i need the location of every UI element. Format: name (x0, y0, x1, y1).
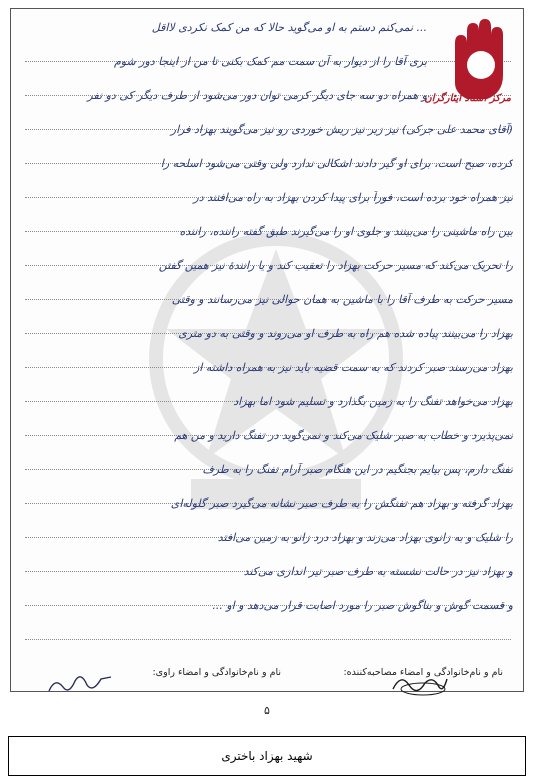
handwritten-line: بهزاد را می‌بینند پیاده شده هم راه به طرف او می‌روند و وقتی به دو متری (178, 327, 513, 340)
handwritten-line: بری آقا را از دیوار به آن سمت مم کمک بکنی تا من از اینجا دور شوم (113, 55, 427, 68)
caption-text: شهید بهزاد باختری (221, 749, 313, 763)
handwritten-line: نیز همراه خود برده است، فوراً برای پیدا کردن بهزاد به راه می‌افتند در (193, 191, 513, 204)
page-number: ۵ (264, 704, 270, 717)
handwritten-line: و همراه دو سه جای دیگر کرمی توان دور می‌شود از طرف دیگر کی دو نفر (87, 89, 427, 102)
handwritten-line: را شلیک و به زانوی بهزاد می‌زند و بهزاد درد زانو به زمین می‌افتد (217, 531, 513, 544)
logo-caption: مرکز اسناد ایثارگران (424, 93, 511, 104)
handwritten-line: بهزاد می‌رسند صبر کردند که به سمت قضیه باید نیز به همراه داشته از (193, 361, 513, 374)
handwritten-line: بهزاد گرفته و بهزاد هم تفنگش را به طرف صبر نشانه می‌گیرد صبر گلوله‌ای (170, 497, 513, 510)
handwritten-line: را تحریک می‌کند که مسیر حرکت بهزاد را تعقیب کند و یا رانندهٔ نیز همین گفتن (158, 259, 513, 272)
handwritten-line: و بهزاد نیز در حالت نشسته به طرف صبر تیر اندازی می‌کند (243, 565, 513, 578)
narrator-signature (45, 669, 115, 697)
handwritten-line: تفنگ دارم، پس بیایم بجنگیم در این هنگام صبر آرام تفنگ را به طرف (202, 463, 513, 476)
signature-row (25, 657, 509, 697)
handwritten-page (10, 8, 524, 692)
handwritten-line: مسیر حرکت به طرف آقا را با ماشین به همان حوالی نیز می‌رسانند و وقتی (171, 293, 513, 306)
narrator-signature-label: نام و نام‌خانوادگی و امضاء راوی: (152, 667, 281, 678)
handwritten-line: بین راه ماشینی را می‌بینند و جلوی او را می‌گیرند طبق گفته راننده، راننده (179, 225, 513, 238)
handwritten-line: نمی‌پذیرد و خطاب به صبر شلیک می‌کند و نمی‌گوید در تفنگ دارید و من هم (174, 429, 513, 442)
interviewer-signature (389, 669, 449, 697)
caption-box (8, 736, 526, 776)
handwritten-line: بهزاد می‌خواهد تفنگ را به زمین بگذارد و تسلیم شود اما بهزاد (233, 395, 513, 408)
handwritten-line: کرده، صبح است، برای او گیر دادند اشکالی ندارد ولی وقتی می‌شود اسلحه را (160, 157, 513, 170)
handwritten-line: و قسمت گوش و بناگوش صبر را مورد اصابت قرار می‌دهد و او ... (212, 599, 513, 612)
interviewer-signature-label: نام و نام‌خانوادگی و امضاء مصاحبه‌کننده: (343, 667, 503, 678)
handwritten-line: ... نمی‌کنم دستم به او می‌گوید حالا که من کمک نکردی لااقل (151, 21, 427, 34)
handwritten-line: (آقای محمد علی جرکی) نیز زیر نیز ریش خوردی رو نیز می‌گویند بهزاد فرار (170, 123, 513, 136)
